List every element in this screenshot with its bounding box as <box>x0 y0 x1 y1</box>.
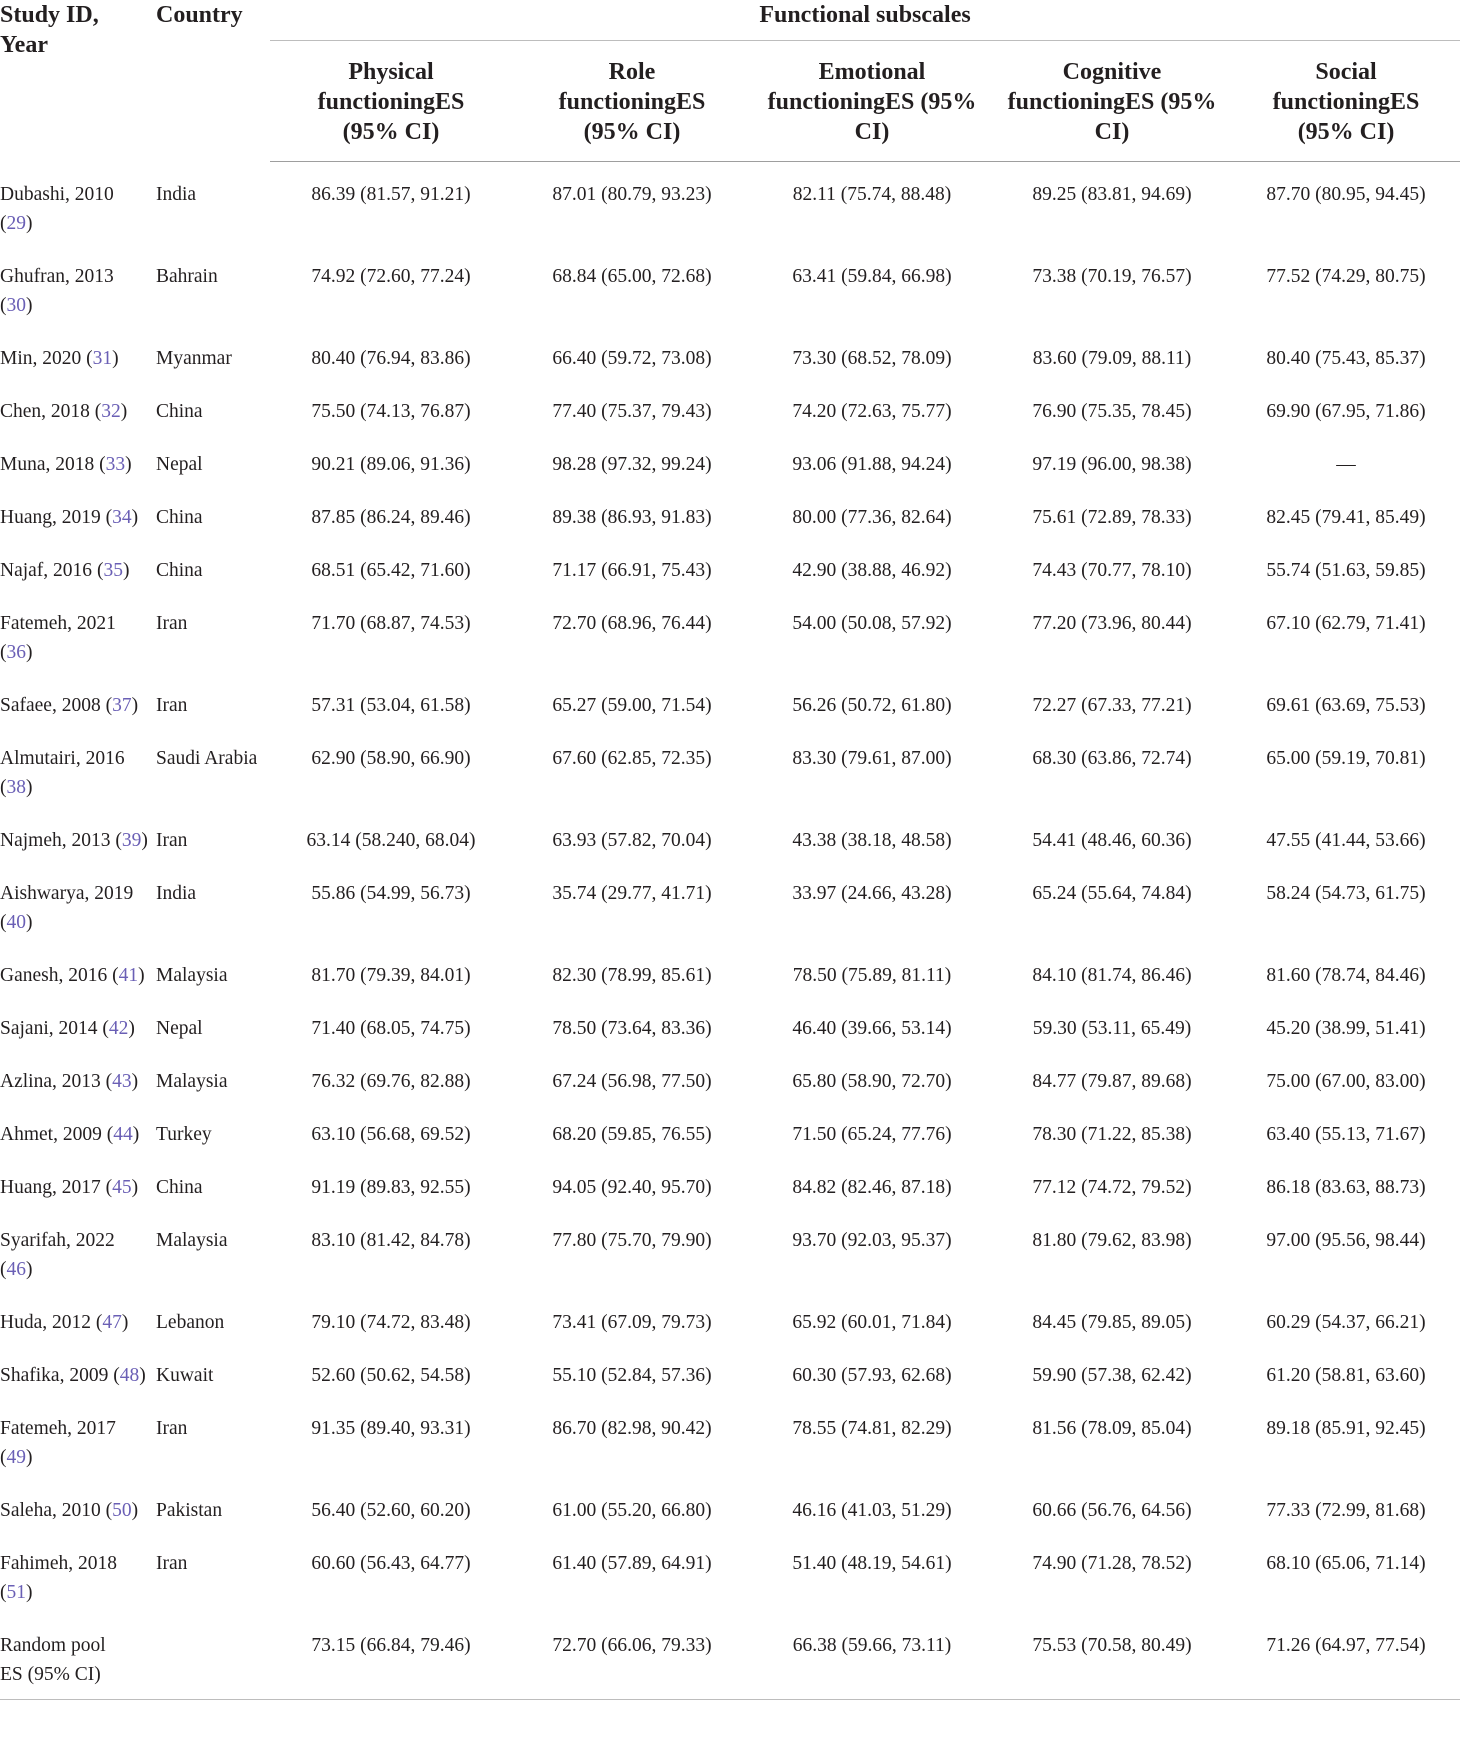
emotional-functioning-cell: 73.30 (68.52, 78.09) <box>792 347 952 369</box>
table-row <box>0 326 1460 379</box>
cognitive-functioning-cell: 78.30 (71.22, 85.38) <box>1032 1123 1192 1145</box>
role-functioning-cell: 35.74 (29.77, 41.71) <box>552 882 712 904</box>
study-name: Fatemeh, 2021 <box>0 612 116 634</box>
cognitive-functioning-cell: 77.20 (73.96, 80.44) <box>1032 612 1192 634</box>
study-name: Huang, 2019 <box>0 506 101 528</box>
study-name: Najaf, 2016 <box>0 559 93 581</box>
study-id-cell: Dubashi, 2010 (29) <box>0 183 114 234</box>
study-id-cell: Shafika, 2009 (48) <box>0 1364 146 1386</box>
country-cell: Myanmar <box>156 347 232 369</box>
role-functioning-cell: 98.28 (97.32, 99.24) <box>552 453 712 475</box>
cognitive-functioning-cell: 60.66 (56.76, 64.56) <box>1032 1499 1192 1521</box>
emotional-functioning-cell: 63.41 (59.84, 66.98) <box>792 265 952 287</box>
physical-functioning-cell: 86.39 (81.57, 91.21) <box>311 184 471 205</box>
header-role-functioning: Role functioningES (95% CI) <box>512 41 752 162</box>
physical-functioning-cell: 90.21 (89.06, 91.36) <box>311 453 471 475</box>
reference-link[interactable]: 33 <box>105 453 126 475</box>
physical-functioning-cell: 56.40 (52.60, 60.20) <box>311 1499 471 1521</box>
study-name: Muna, 2018 <box>0 453 95 475</box>
reference-link[interactable]: 43 <box>112 1070 132 1092</box>
emotional-functioning-cell: 43.38 (38.18, 48.58) <box>792 829 952 851</box>
social-functioning-cell: 69.90 (67.95, 71.86) <box>1266 400 1426 422</box>
header-cognitive-functioning: Cognitive functioningES (95% CI) <box>992 41 1232 162</box>
emotional-functioning-cell: 84.82 (82.46, 87.18) <box>792 1176 952 1198</box>
reference-link[interactable]: 41 <box>118 964 139 986</box>
reference-link[interactable]: 29 <box>6 212 26 234</box>
role-functioning-cell: 68.84 (65.00, 72.68) <box>552 265 712 287</box>
cognitive-functioning-cell: 84.77 (79.87, 89.68) <box>1032 1070 1192 1092</box>
country-cell: Iran <box>156 1552 188 1574</box>
pool-cognitive-functioning-cell: 75.53 (70.58, 80.49) <box>992 1613 1232 1700</box>
table-row <box>0 1102 1460 1155</box>
study-name: Najmeh, 2013 <box>0 829 111 851</box>
header-social-functioning: Social functioningES (95% CI) <box>1232 41 1460 162</box>
pool-social-functioning-cell: 71.26 (64.97, 77.54) <box>1232 1613 1460 1700</box>
reference-link[interactable]: 35 <box>103 559 123 581</box>
social-functioning-cell: 75.00 (67.00, 83.00) <box>1266 1070 1426 1092</box>
header-study-id: Study ID, Year <box>0 2 99 58</box>
social-functioning-cell: 77.33 (72.99, 81.68) <box>1266 1499 1426 1521</box>
study-name: Ghufran, 2013 <box>0 265 114 287</box>
country-cell: China <box>156 400 203 422</box>
social-functioning-cell: 87.70 (80.95, 94.45) <box>1266 184 1426 205</box>
cognitive-functioning-cell: 75.61 (72.89, 78.33) <box>1032 506 1192 528</box>
study-id-cell: Ghufran, 2013 (30) <box>0 265 114 316</box>
table-row <box>0 673 1460 726</box>
social-functioning-cell: 55.74 (51.63, 59.85) <box>1266 559 1426 581</box>
emotional-functioning-cell: 65.80 (58.90, 72.70) <box>792 1070 952 1092</box>
physical-functioning-cell: 60.60 (56.43, 64.77) <box>311 1552 471 1574</box>
cognitive-functioning-cell: 83.60 (79.09, 88.11) <box>1032 347 1192 369</box>
physical-functioning-cell: 75.50 (74.13, 76.87) <box>311 400 471 422</box>
table-row <box>0 538 1460 591</box>
emotional-functioning-cell: 74.20 (72.63, 75.77) <box>792 400 952 422</box>
study-id-cell: Syarifah, 2022 (46) <box>0 1229 115 1280</box>
table-row <box>0 432 1460 485</box>
table-row <box>0 1208 1460 1290</box>
social-functioning-cell: 77.52 (74.29, 80.75) <box>1266 265 1426 287</box>
social-functioning-cell: 82.45 (79.41, 85.49) <box>1266 506 1426 528</box>
study-name: Huda, 2012 <box>0 1311 91 1333</box>
study-id-cell: Najaf, 2016 (35) <box>0 559 130 581</box>
table-row <box>0 1343 1460 1396</box>
social-functioning-cell: 68.10 (65.06, 71.14) <box>1266 1552 1426 1574</box>
emotional-functioning-cell: 51.40 (48.19, 54.61) <box>792 1552 952 1574</box>
table-row <box>0 485 1460 538</box>
role-functioning-cell: 63.93 (57.82, 70.04) <box>552 829 712 851</box>
social-functioning-cell: 97.00 (95.56, 98.44) <box>1266 1229 1426 1251</box>
table-row <box>0 808 1460 861</box>
table-row <box>0 162 1460 244</box>
role-functioning-cell: 94.05 (92.40, 95.70) <box>552 1176 712 1198</box>
cognitive-functioning-cell: 84.10 (81.74, 86.46) <box>1032 964 1192 986</box>
study-name: Fatemeh, 2017 <box>0 1417 116 1439</box>
study-id-cell: Ahmet, 2009 (44) <box>0 1123 140 1145</box>
social-functioning-cell: 60.29 (54.37, 66.21) <box>1266 1311 1426 1333</box>
emotional-functioning-cell: 93.70 (92.03, 95.37) <box>792 1229 952 1251</box>
role-functioning-cell: 78.50 (73.64, 83.36) <box>552 1017 712 1039</box>
role-functioning-cell: 89.38 (86.93, 91.83) <box>552 506 712 528</box>
country-cell: Iran <box>156 1417 188 1439</box>
table-row <box>0 1290 1460 1343</box>
header-row-top <box>0 0 1460 41</box>
country-cell: Malaysia <box>156 1070 228 1092</box>
country-cell: Nepal <box>156 1017 203 1039</box>
role-functioning-cell: 77.80 (75.70, 79.90) <box>552 1229 712 1251</box>
study-id-cell: Aishwarya, 2019 (40) <box>0 882 134 933</box>
table-row <box>0 379 1460 432</box>
reference-link[interactable]: 36 <box>6 641 26 663</box>
role-functioning-cell: 55.10 (52.84, 57.36) <box>552 1364 712 1386</box>
emotional-functioning-cell: 93.06 (91.88, 94.24) <box>792 453 952 475</box>
study-name: Safaee, 2008 <box>0 694 101 716</box>
physical-functioning-cell: 62.90 (58.90, 66.90) <box>311 747 471 769</box>
role-functioning-cell: 67.24 (56.98, 77.50) <box>552 1070 712 1092</box>
country-cell: India <box>156 183 197 205</box>
country-cell: Malaysia <box>156 964 228 986</box>
table-header <box>0 0 1460 162</box>
emotional-functioning-cell: 56.26 (50.72, 61.80) <box>792 694 952 716</box>
emotional-functioning-cell: 80.00 (77.36, 82.64) <box>792 506 952 528</box>
physical-functioning-cell: 76.32 (69.76, 82.88) <box>311 1070 471 1092</box>
country-cell: Iran <box>156 612 188 634</box>
reference-link[interactable]: 30 <box>6 294 26 316</box>
pool-emotional-functioning-cell: 66.38 (59.66, 73.11) <box>752 1613 992 1700</box>
social-functioning-cell: 47.55 (41.44, 53.66) <box>1266 829 1426 851</box>
header-country: Country <box>156 2 243 28</box>
reference-link[interactable]: 40 <box>6 911 26 933</box>
social-functioning-cell: 86.18 (83.63, 88.73) <box>1266 1176 1426 1198</box>
role-functioning-cell: 68.20 (59.85, 76.55) <box>552 1123 712 1145</box>
table-row <box>0 1049 1460 1102</box>
reference-link[interactable]: 49 <box>6 1446 26 1468</box>
reference-link[interactable]: 39 <box>121 829 142 851</box>
emotional-functioning-cell: 46.40 (39.66, 53.14) <box>792 1017 952 1039</box>
random-pool-country-empty <box>156 1613 270 1700</box>
reference-link[interactable]: 37 <box>112 694 132 716</box>
table-row <box>0 996 1460 1049</box>
study-name: Almutairi, 2016 <box>0 747 125 769</box>
country-cell: Malaysia <box>156 1229 228 1251</box>
role-functioning-cell: 66.40 (59.72, 73.08) <box>552 347 712 369</box>
reference-link[interactable]: 31 <box>92 347 113 369</box>
social-functioning-cell: 69.61 (63.69, 75.53) <box>1266 694 1426 716</box>
reference-link[interactable]: 44 <box>113 1123 133 1145</box>
physical-functioning-cell: 63.10 (56.68, 69.52) <box>311 1123 471 1145</box>
study-id-cell: Azlina, 2013 (43) <box>0 1070 139 1092</box>
cognitive-functioning-cell: 89.25 (83.81, 94.69) <box>1032 184 1192 205</box>
country-cell: Lebanon <box>156 1311 225 1333</box>
role-functioning-cell: 77.40 (75.37, 79.43) <box>552 400 712 422</box>
reference-link[interactable]: 42 <box>108 1017 129 1039</box>
role-functioning-cell: 67.60 (62.85, 72.35) <box>552 747 712 769</box>
physical-functioning-cell: 83.10 (81.42, 84.78) <box>311 1229 471 1251</box>
reference-link[interactable]: 32 <box>101 400 121 422</box>
pool-role-functioning-cell: 72.70 (66.06, 79.33) <box>512 1613 752 1700</box>
reference-link[interactable]: 50 <box>112 1499 132 1521</box>
country-cell: Saudi Arabia <box>156 747 258 769</box>
study-id-cell: Almutairi, 2016 (38) <box>0 747 125 798</box>
cognitive-functioning-cell: 84.45 (79.85, 89.05) <box>1032 1311 1192 1333</box>
random-pool-label: Random pool ES (95% CI) <box>0 1613 156 1700</box>
cognitive-functioning-cell: 77.12 (74.72, 79.52) <box>1032 1176 1192 1198</box>
cognitive-functioning-cell: 81.80 (79.62, 83.98) <box>1032 1229 1192 1251</box>
table-body <box>0 162 1460 1700</box>
study-id-cell: Ganesh, 2016 (41) <box>0 964 145 986</box>
emotional-functioning-cell: 82.11 (75.74, 88.48) <box>792 184 952 205</box>
reference-link[interactable]: 46 <box>6 1258 26 1280</box>
cognitive-functioning-cell: 65.24 (55.64, 74.84) <box>1032 882 1192 904</box>
study-id-cell: Sajani, 2014 (42) <box>0 1017 135 1039</box>
study-name: Fahimeh, 2018 <box>0 1552 117 1574</box>
cognitive-functioning-cell: 76.90 (75.35, 78.45) <box>1032 400 1192 422</box>
cognitive-functioning-cell: 74.43 (70.77, 78.10) <box>1032 559 1192 581</box>
study-id-cell: Huang, 2017 (45) <box>0 1176 139 1198</box>
emotional-functioning-cell: 60.30 (57.93, 62.68) <box>792 1364 952 1386</box>
physical-functioning-cell: 87.85 (86.24, 89.46) <box>311 506 471 528</box>
physical-functioning-cell: 63.14 (58.240, 68.04) <box>306 829 476 851</box>
random-pool-row <box>0 1613 1460 1700</box>
study-name: Ahmet, 2009 <box>0 1123 102 1145</box>
header-physical-functioning: Physical functioningES (95% CI) <box>270 41 512 162</box>
study-id-cell: Fahimeh, 2018 (51) <box>0 1552 117 1603</box>
social-functioning-cell: — <box>1336 453 1356 475</box>
emotional-functioning-cell: 54.00 (50.08, 57.92) <box>792 612 952 634</box>
country-cell: India <box>156 882 197 904</box>
country-cell: Iran <box>156 829 188 851</box>
physical-functioning-cell: 55.86 (54.99, 56.73) <box>311 882 471 904</box>
role-functioning-cell: 86.70 (82.98, 90.42) <box>552 1417 712 1439</box>
social-functioning-cell: 89.18 (85.91, 92.45) <box>1266 1417 1426 1439</box>
physical-functioning-cell: 71.70 (68.87, 74.53) <box>311 612 471 634</box>
study-id-cell: Najmeh, 2013 (39) <box>0 829 148 851</box>
social-functioning-cell: 45.20 (38.99, 51.41) <box>1266 1017 1426 1039</box>
study-id-cell: Huang, 2019 (34) <box>0 506 139 528</box>
physical-functioning-cell: 80.40 (76.94, 83.86) <box>311 347 471 369</box>
physical-functioning-cell: 91.19 (89.83, 92.55) <box>311 1176 471 1198</box>
role-functioning-cell: 61.00 (55.20, 66.80) <box>552 1499 712 1521</box>
social-functioning-cell: 63.40 (55.13, 71.67) <box>1266 1123 1426 1145</box>
role-functioning-cell: 73.41 (67.09, 79.73) <box>552 1311 712 1333</box>
social-functioning-cell: 67.10 (62.79, 71.41) <box>1266 612 1426 634</box>
physical-functioning-cell: 71.40 (68.05, 74.75) <box>311 1017 471 1039</box>
study-id-cell: Muna, 2018 (33) <box>0 453 132 475</box>
role-functioning-cell: 61.40 (57.89, 64.91) <box>552 1552 712 1574</box>
table-row <box>0 1396 1460 1478</box>
study-name: Min, 2020 <box>0 347 82 369</box>
study-id-cell: Chen, 2018 (32) <box>0 400 128 422</box>
table-row <box>0 1531 1460 1613</box>
physical-functioning-cell: 52.60 (50.62, 54.58) <box>311 1364 471 1386</box>
study-id-cell: Fatemeh, 2017 (49) <box>0 1417 116 1468</box>
study-name: Dubashi, 2010 <box>0 183 114 205</box>
table-row <box>0 861 1460 943</box>
table-row <box>0 244 1460 326</box>
emotional-functioning-cell: 78.50 (75.89, 81.11) <box>792 964 952 986</box>
role-functioning-cell: 72.70 (68.96, 76.44) <box>552 612 712 634</box>
role-functioning-cell: 65.27 (59.00, 71.54) <box>552 694 712 716</box>
cognitive-functioning-cell: 81.56 (78.09, 85.04) <box>1032 1417 1192 1439</box>
emotional-functioning-cell: 83.30 (79.61, 87.00) <box>792 747 952 769</box>
emotional-functioning-cell: 33.97 (24.66, 43.28) <box>792 882 952 904</box>
physical-functioning-cell: 74.92 (72.60, 77.24) <box>311 265 471 287</box>
emotional-functioning-cell: 46.16 (41.03, 51.29) <box>792 1499 952 1521</box>
study-id-cell: Huda, 2012 (47) <box>0 1311 129 1333</box>
physical-functioning-cell: 79.10 (74.72, 83.48) <box>311 1311 471 1333</box>
role-functioning-cell: 71.17 (66.91, 75.43) <box>552 559 712 581</box>
social-functioning-cell: 80.40 (75.43, 85.37) <box>1266 347 1426 369</box>
study-id-cell: Min, 2020 (31) <box>0 347 119 369</box>
table-row <box>0 591 1460 673</box>
table-row <box>0 1155 1460 1208</box>
pool-physical-functioning-cell: 73.15 (66.84, 79.46) <box>270 1613 512 1700</box>
cognitive-functioning-cell: 74.90 (71.28, 78.52) <box>1032 1552 1192 1574</box>
country-cell: China <box>156 1176 203 1198</box>
header-emotional-functioning: Emotional functioningES (95% CI) <box>752 41 992 162</box>
reference-link[interactable]: 38 <box>6 776 26 798</box>
study-id-cell: Safaee, 2008 (37) <box>0 694 139 716</box>
physical-functioning-cell: 68.51 (65.42, 71.60) <box>311 559 471 581</box>
social-functioning-cell: 65.00 (59.19, 70.81) <box>1266 747 1426 769</box>
table-row <box>0 726 1460 808</box>
country-cell: Nepal <box>156 453 203 475</box>
reference-link[interactable]: 34 <box>112 506 132 528</box>
study-name: Aishwarya, 2019 <box>0 882 134 904</box>
emotional-functioning-cell: 65.92 (60.01, 71.84) <box>792 1311 952 1333</box>
country-cell: Iran <box>156 694 188 716</box>
table-row <box>0 1478 1460 1531</box>
header-functional-subscales: Functional subscales <box>270 0 1460 41</box>
study-id-cell: Fatemeh, 2021 (36) <box>0 612 116 663</box>
cognitive-functioning-cell: 73.38 (70.19, 76.57) <box>1032 265 1192 287</box>
cognitive-functioning-cell: 54.41 (48.46, 60.36) <box>1032 829 1192 851</box>
table-row <box>0 943 1460 996</box>
study-name: Azlina, 2013 <box>0 1070 101 1092</box>
emotional-functioning-cell: 78.55 (74.81, 82.29) <box>792 1417 952 1439</box>
country-cell: Bahrain <box>156 265 218 287</box>
social-functioning-cell: 81.60 (78.74, 84.46) <box>1266 964 1426 986</box>
cognitive-functioning-cell: 97.19 (96.00, 98.38) <box>1032 453 1192 475</box>
social-functioning-cell: 58.24 (54.73, 61.75) <box>1266 882 1426 904</box>
study-name: Chen, 2018 <box>0 400 90 422</box>
reference-link[interactable]: 47 <box>102 1311 122 1333</box>
study-name: Shafika, 2009 <box>0 1364 109 1386</box>
cognitive-functioning-cell: 68.30 (63.86, 72.74) <box>1032 747 1192 769</box>
study-id-cell: Saleha, 2010 (50) <box>0 1499 139 1521</box>
country-cell: China <box>156 506 203 528</box>
social-functioning-cell: 61.20 (58.81, 63.60) <box>1266 1364 1426 1386</box>
study-name: Saleha, 2010 <box>0 1499 101 1521</box>
role-functioning-cell: 87.01 (80.79, 93.23) <box>552 184 712 205</box>
study-name: Sajani, 2014 <box>0 1017 98 1039</box>
cognitive-functioning-cell: 59.30 (53.11, 65.49) <box>1032 1017 1192 1039</box>
study-name: Huang, 2017 <box>0 1176 101 1198</box>
physical-functioning-cell: 57.31 (53.04, 61.58) <box>311 694 471 716</box>
study-name: Syarifah, 2022 <box>0 1229 115 1251</box>
country-cell: Turkey <box>156 1123 212 1145</box>
physical-functioning-cell: 81.70 (79.39, 84.01) <box>311 964 471 986</box>
country-cell: China <box>156 559 203 581</box>
emotional-functioning-cell: 42.90 (38.88, 46.92) <box>792 559 952 581</box>
country-cell: Kuwait <box>156 1364 214 1386</box>
physical-functioning-cell: 91.35 (89.40, 93.31) <box>311 1417 471 1439</box>
reference-link[interactable]: 51 <box>6 1581 26 1603</box>
emotional-functioning-cell: 71.50 (65.24, 77.76) <box>792 1123 952 1145</box>
cognitive-functioning-cell: 59.90 (57.38, 62.42) <box>1032 1364 1192 1386</box>
reference-link[interactable]: 45 <box>112 1176 132 1198</box>
reference-link[interactable]: 48 <box>119 1364 140 1386</box>
role-functioning-cell: 82.30 (78.99, 85.61) <box>552 964 712 986</box>
study-name: Ganesh, 2016 <box>0 964 108 986</box>
cognitive-functioning-cell: 72.27 (67.33, 77.21) <box>1032 694 1192 716</box>
country-cell: Pakistan <box>156 1499 223 1521</box>
